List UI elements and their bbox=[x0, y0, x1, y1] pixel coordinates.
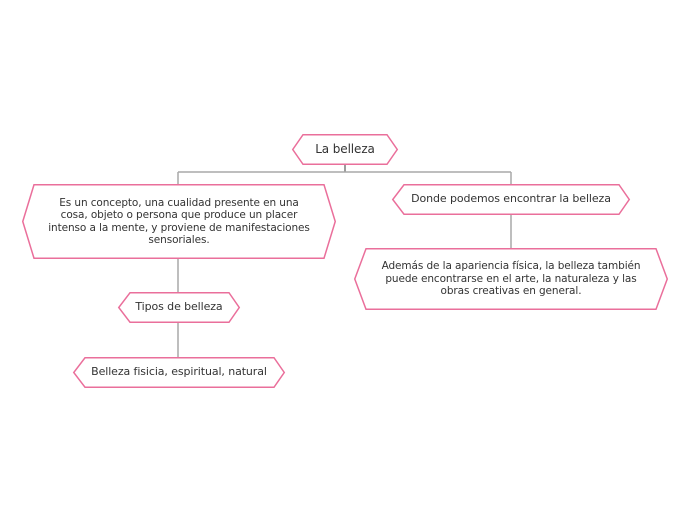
label-line: Es un concepto, una cualidad presente en una bbox=[59, 196, 299, 209]
label-line: puede encontrarse en el arte, la naturaleza y las bbox=[385, 272, 637, 285]
node-belleza-tipos[interactable] bbox=[73, 357, 285, 388]
label-line: obras creativas en general. bbox=[440, 285, 582, 298]
node-label bbox=[48, 197, 310, 247]
node-label: Tipos de belleza bbox=[135, 300, 223, 314]
node-label: Donde podemos encontrar la belleza bbox=[411, 192, 611, 206]
node-ademas[interactable] bbox=[354, 248, 668, 310]
node-label: Belleza fisicia, espiritual, natural bbox=[91, 365, 267, 379]
node-label: La belleza bbox=[315, 142, 375, 157]
node-tipos[interactable] bbox=[118, 292, 240, 323]
node-root[interactable] bbox=[292, 134, 398, 165]
label-line: intenso a la mente, y proviene de manifestaciones bbox=[48, 221, 310, 234]
node-donde[interactable] bbox=[392, 184, 630, 215]
node-definicion[interactable] bbox=[22, 184, 336, 259]
node-label bbox=[382, 260, 641, 298]
label-line: cosa, objeto o persona que produce un placer bbox=[60, 209, 298, 221]
label-line: sensoriales. bbox=[148, 234, 210, 246]
label-line: Además de la apariencia física, la belleza también bbox=[381, 260, 641, 273]
